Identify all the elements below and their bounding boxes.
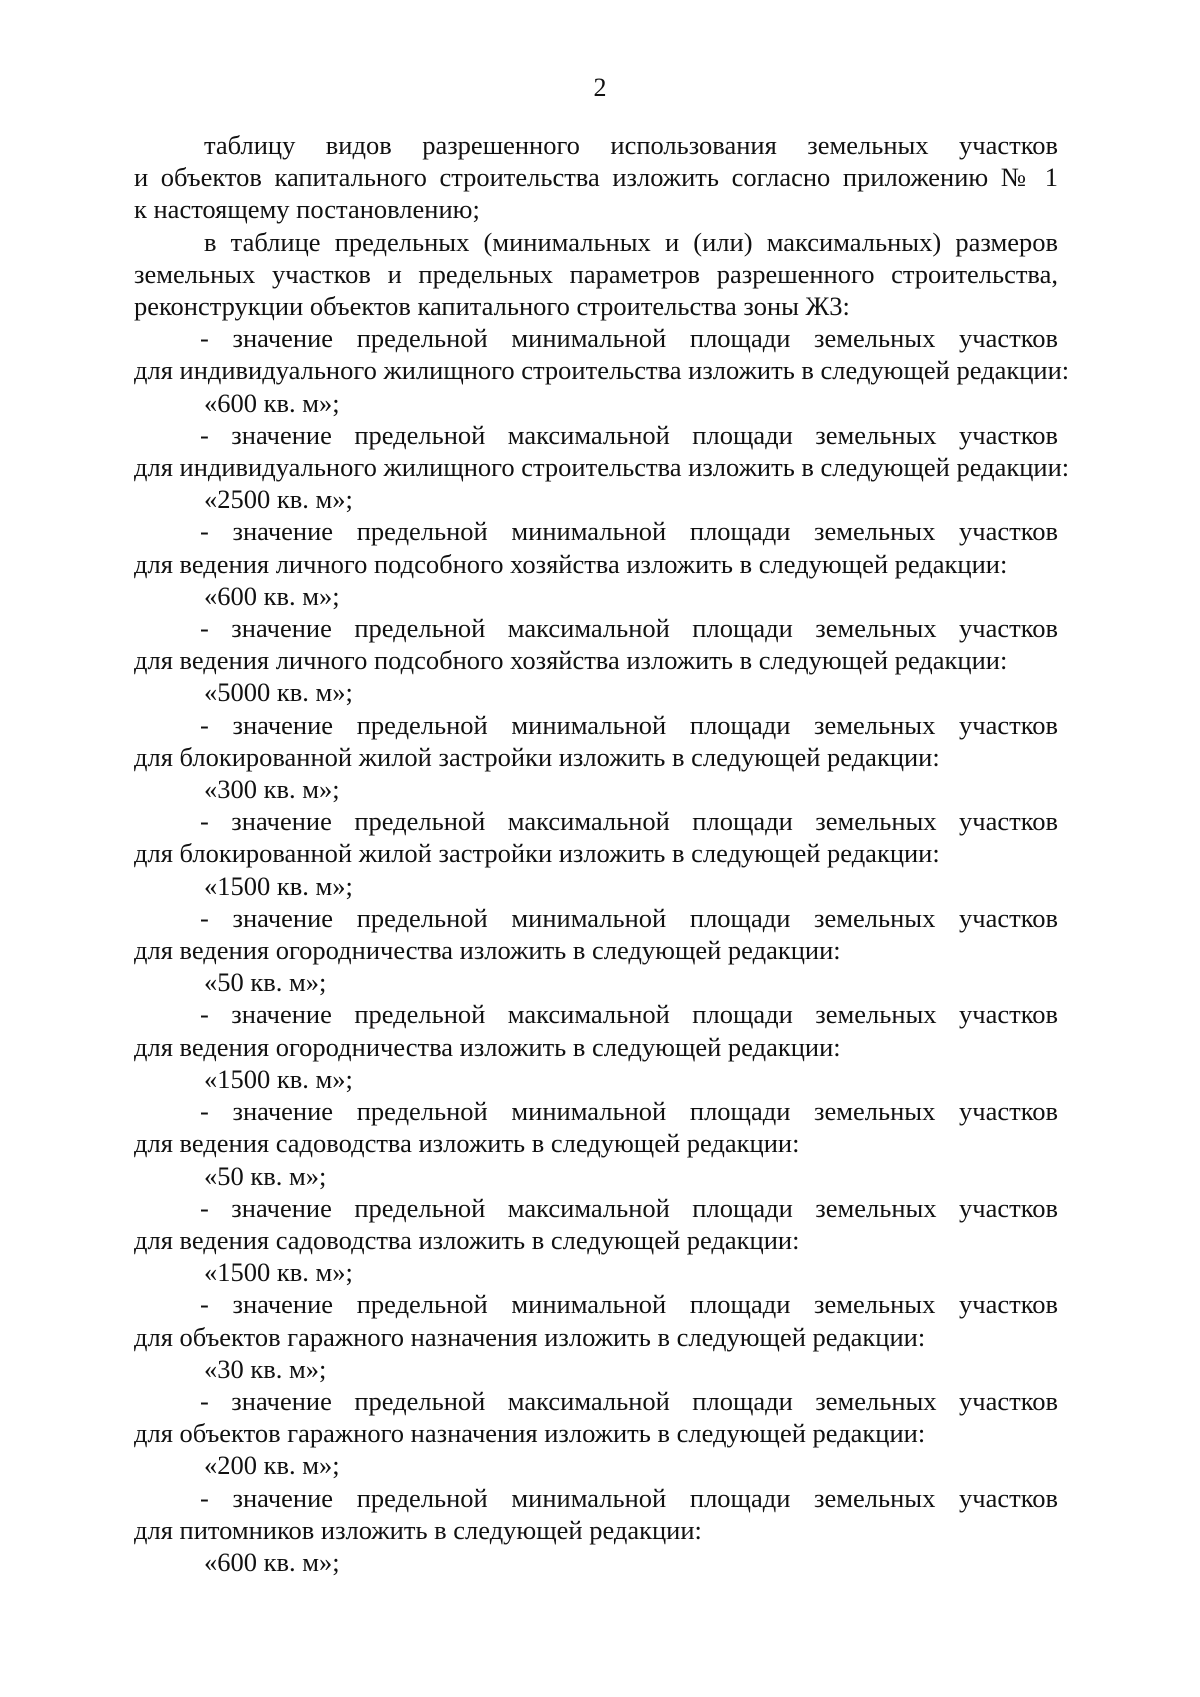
paragraph-line: таблицу видов разрешенного использования земельных участков: [204, 130, 1058, 160]
list-item: [134, 1385, 1058, 1482]
document-body: [134, 129, 1070, 1578]
item-line: для объектов гаражного назначения изложить в следующей редакции:: [134, 1418, 926, 1449]
list-item: [134, 709, 1058, 806]
item-line: - значение предельной максимальной площади земельных участков: [200, 1385, 1058, 1416]
paragraph-line: и объектов капитального строительства изложить согласно приложению № 1: [134, 162, 1058, 193]
item-value: «1500 кв. м»;: [204, 1063, 353, 1094]
list-item: [134, 1288, 1058, 1385]
list-item: [134, 902, 1058, 999]
item-line: - значение предельной максимальной площади земельных участков: [200, 1192, 1058, 1223]
item-line: для ведения огородничества изложить в следующей редакции:: [134, 935, 841, 966]
item-value: «50 кв. м»;: [204, 967, 327, 998]
item-line: - значение предельной минимальной площади земельных участков: [200, 516, 1058, 547]
item-value: «1500 кв. м»;: [204, 870, 353, 901]
item-value: «2500 кв. м»;: [204, 484, 353, 515]
item-value: «300 кв. м»;: [204, 774, 340, 805]
list-item: [134, 1482, 1058, 1579]
item-line: - значение предельной максимальной площади земельных участков: [200, 806, 1058, 837]
list-item: [134, 515, 1058, 612]
list-item: [134, 1095, 1058, 1192]
intro-paragraph: [134, 129, 1058, 226]
item-line: - значение предельной минимальной площади земельных участков: [200, 709, 1058, 740]
list-item: [134, 612, 1058, 709]
item-line: для ведения личного подсобного хозяйства изложить в следующей редакции:: [134, 645, 1008, 676]
intro-paragraph: [134, 226, 1058, 323]
item-line: - значение предельной минимальной площади земельных участков: [200, 902, 1058, 933]
item-line: - значение предельной минимальной площади земельных участков: [200, 1482, 1058, 1513]
item-value: «30 кв. м»;: [204, 1353, 327, 1384]
paragraph-line: реконструкции объектов капитального строительства зоны Ж3:: [134, 291, 850, 322]
item-value: «5000 кв. м»;: [204, 677, 353, 708]
list-item: [134, 322, 1070, 419]
item-line: для ведения садоводства изложить в следующей редакции:: [134, 1224, 800, 1255]
item-value: «1500 кв. м»;: [204, 1257, 353, 1288]
item-value: «200 кв. м»;: [204, 1450, 340, 1481]
item-line: для блокированной жилой застройки изложить в следующей редакции:: [134, 838, 940, 869]
item-line: - значение предельной максимальной площади земельных участков: [200, 419, 1058, 450]
list-item: [134, 998, 1058, 1095]
item-value: «600 кв. м»;: [204, 580, 340, 611]
item-line: для индивидуального жилищного строительства изложить в следующей редакции:: [134, 452, 1070, 483]
paragraph-line: к настоящему постановлению;: [134, 194, 480, 225]
item-line: - значение предельной максимальной площади земельных участков: [200, 999, 1058, 1030]
page-number: 2: [593, 73, 607, 102]
list-item: [134, 805, 1058, 902]
item-value: «600 кв. м»;: [204, 387, 340, 418]
paragraph-line: в таблице предельных (минимальных и (или) максимальных) размеров: [204, 226, 1058, 257]
item-line: - значение предельной минимальной площади земельных участков: [200, 1096, 1058, 1127]
item-line: - значение предельной максимальной площади земельных участков: [200, 613, 1058, 644]
item-line: - значение предельной минимальной площади земельных участков: [200, 323, 1058, 354]
item-line: - значение предельной минимальной площади земельных участков: [200, 1289, 1058, 1320]
list-item: [134, 1192, 1058, 1289]
item-line: для ведения огородничества изложить в следующей редакции:: [134, 1031, 841, 1062]
paragraph-line: земельных участков и предельных параметров разрешенного строительства,: [134, 258, 1058, 289]
item-line: для питомников изложить в следующей редакции:: [134, 1514, 702, 1545]
item-line: для ведения садоводства изложить в следующей редакции:: [134, 1128, 800, 1159]
item-line: для блокированной жилой застройки изложить в следующей редакции:: [134, 741, 940, 772]
item-line: для ведения личного подсобного хозяйства изложить в следующей редакции:: [134, 548, 1008, 579]
list-item: [134, 419, 1070, 516]
item-value: «600 кв. м»;: [204, 1546, 340, 1577]
item-line: для индивидуального жилищного строительства изложить в следующей редакции:: [134, 355, 1070, 386]
item-value: «50 кв. м»;: [204, 1160, 327, 1191]
item-line: для объектов гаражного назначения изложить в следующей редакции:: [134, 1321, 926, 1352]
